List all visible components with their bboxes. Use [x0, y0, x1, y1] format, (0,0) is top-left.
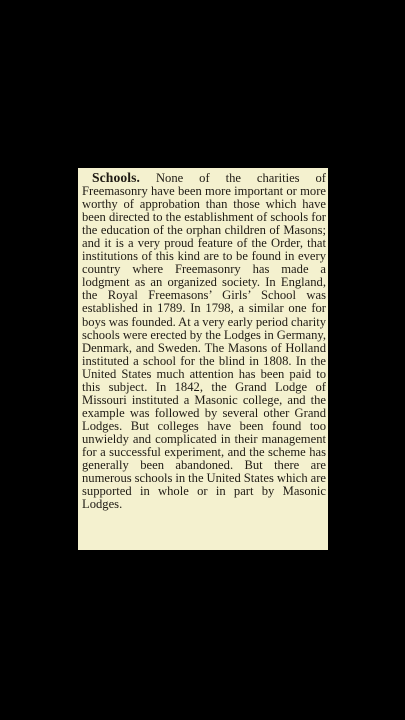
article-paragraph — [82, 171, 326, 511]
document-page — [78, 168, 328, 550]
article-body: None of the charities of Freemasonry have been more important or more worthy of approbation than those which have been directed to the establishment of schools for the education of the orphan children of Masons; and it is a very proud feature of the Order, that institutions of this kind are to be found in every country where Freemasonry has made a lodgment as an organized society. In England, the Royal Freemasons’ Girls’ School was established in 1789. In 1798, a similar one for boys was founded. At a very early period charity schools were erected by the Lodges in Germany, Denmark, and Sweden. The Masons of Holland instituted a school for the blind in 1808. In the United States much attention has been paid to this subject. In 1842, the Grand Lodge of Missouri instituted a Masonic college, and the example was followed by several other Grand Lodges. But colleges have been found too unwieldy and complicated in their management for a successful experiment, and the scheme has generally been abandoned. But there are numerous schools in the United States which are supported in whole or in part by Masonic Lodges. — [82, 171, 326, 512]
article-heading: Schools. — [92, 170, 141, 185]
